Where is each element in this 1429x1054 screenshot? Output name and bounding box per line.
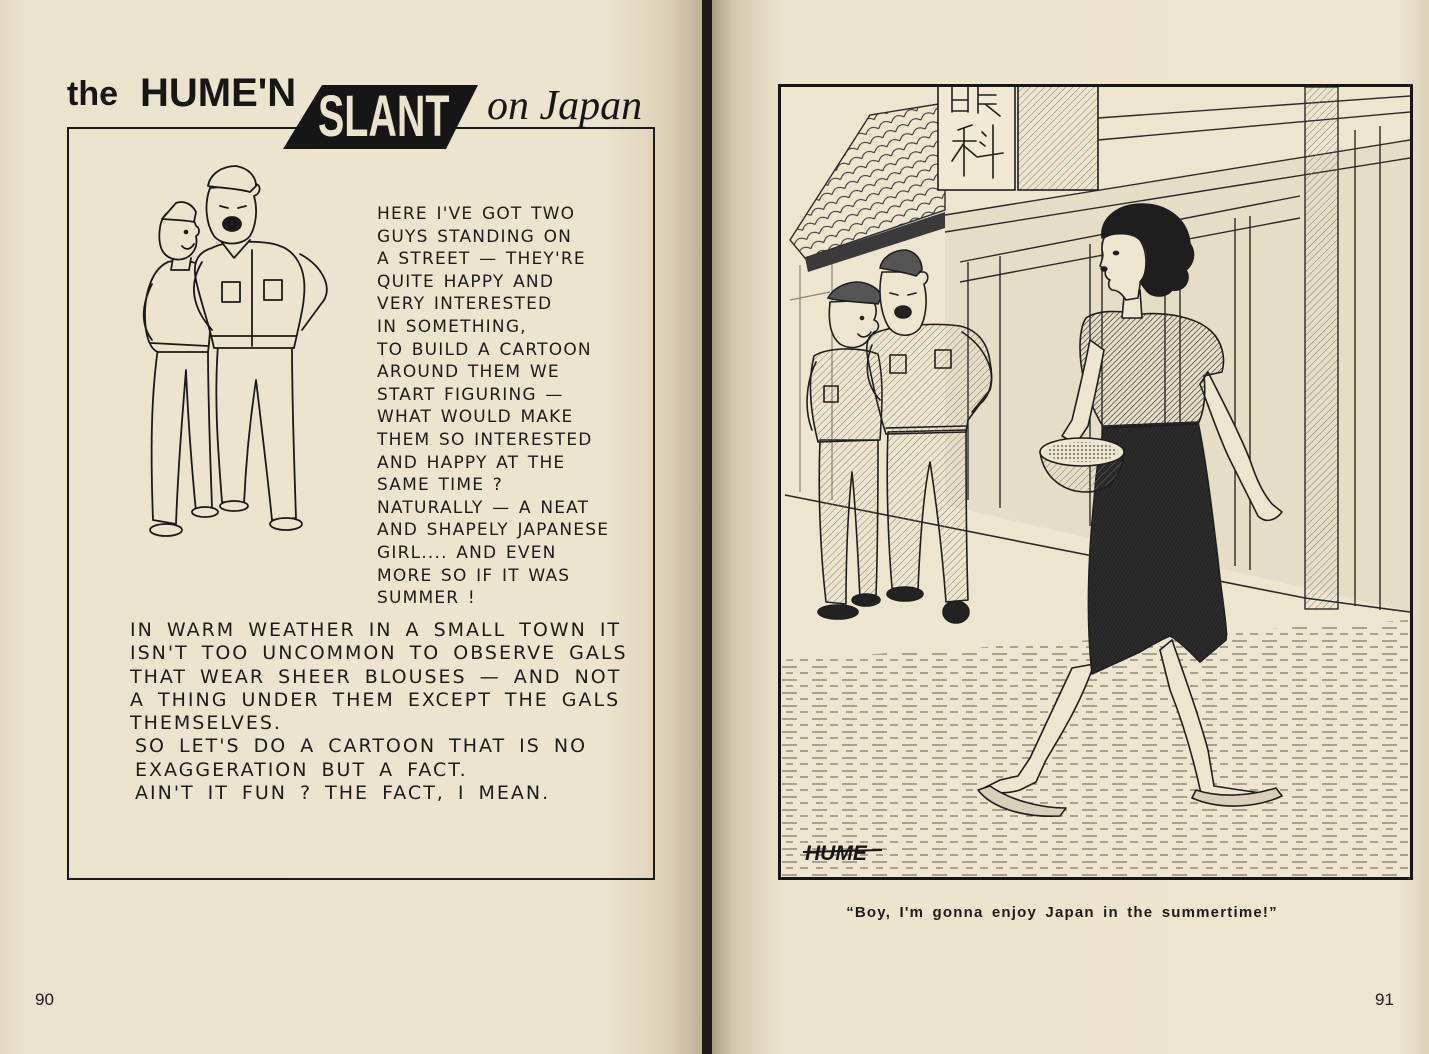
shop-sign-part — [938, 87, 1015, 190]
intro-line: GUYS STANDING ON — [377, 226, 573, 247]
intro-line: AND SHAPELY JAPANESE — [377, 520, 610, 541]
signature-text: HUME — [805, 842, 867, 865]
soldier-left-eye — [185, 231, 188, 234]
two-soldiers-sketch — [125, 158, 340, 543]
intro-line: SUMMER ! — [377, 588, 476, 609]
intro-line: TO BUILD A CARTOON — [377, 339, 592, 360]
soldier-left-shoe — [150, 524, 182, 536]
intro-line: HERE I'VE GOT TWO — [377, 204, 576, 224]
title-suffix: on Japan — [487, 83, 643, 129]
intro-line: IN SOMETHING, — [377, 316, 527, 337]
building-pillar — [1305, 87, 1338, 609]
cartoon-soldier-right-mouth — [895, 306, 911, 318]
cartoon-soldier-right-head — [880, 272, 928, 335]
soldier-right-pocket — [264, 280, 282, 300]
shop-sign-secondary-part — [1018, 87, 1098, 190]
soldier-left-cap — [162, 202, 196, 222]
body-line: THAT WEAR SHEER BLOUSES — AND NOT — [130, 665, 622, 688]
soldier-right-mouth — [223, 217, 241, 231]
page-number-left: 90 — [35, 990, 54, 1009]
soldier-right-jacket — [195, 242, 305, 348]
shop-sign-secondary — [1018, 87, 1098, 190]
intro-line: AND HAPPY AT THE — [377, 452, 566, 473]
shop-sign — [938, 87, 1015, 190]
cartoon-caption: “Boy, I'm gonna enjoy Japan in the summertime!” — [846, 904, 1278, 921]
cartoon-soldier-left-shoe — [818, 605, 858, 619]
cartoon-panel — [778, 84, 1413, 880]
cartoon-soldier-right-shoe — [943, 601, 969, 623]
intro-line: QUITE HAPPY AND — [377, 271, 555, 292]
soldier-right-head — [207, 184, 260, 244]
soldier-left-shoe — [192, 507, 218, 517]
title-name: HUME'N — [140, 71, 297, 115]
title-prefix: the — [67, 75, 118, 113]
soldier-right-shoe — [220, 501, 248, 511]
body-line: SO LET'S DO A CARTOON THAT IS NO — [135, 735, 588, 758]
cartoon-illustration — [781, 87, 1410, 877]
page-number-right: 91 — [1375, 990, 1394, 1009]
soldier-right-shoe — [270, 518, 302, 530]
intro-line: VERY INTERESTED — [377, 294, 553, 315]
woman-eye — [1114, 251, 1119, 254]
intro-line: SAME TIME ? — [377, 475, 503, 496]
soldier-right-trousers — [216, 345, 296, 520]
soldier-left-trousers — [152, 348, 212, 524]
body-line: EXAGGERATION BUT A FACT. — [135, 758, 468, 781]
left-page — [0, 0, 702, 1054]
cartoon-soldier-left-part — [861, 317, 864, 320]
woman-blouse — [1080, 312, 1224, 429]
intro-line: NATURALLY — A NEAT — [377, 497, 590, 518]
body-line: THEMSELVES. — [130, 712, 282, 735]
intro-line: MORE SO IF IT WAS — [377, 565, 571, 586]
intro-line: AROUND THEM WE — [377, 362, 560, 383]
body-line: A THING UNDER THEM EXCEPT THE GALS — [130, 688, 621, 711]
body-text — [130, 619, 628, 805]
cartoon-soldier-right-shoe — [887, 587, 923, 601]
body-line: ISN'T TOO UNCOMMON TO OBSERVE GALS — [130, 642, 628, 665]
intro-line: WHAT WOULD MAKE — [377, 407, 574, 428]
intro-line: THEM SO INTERESTED — [377, 429, 593, 450]
right-page — [712, 0, 1429, 1054]
body-line: AIN'T IT FUN ? THE FACT, I MEAN. — [135, 782, 551, 805]
soldier-right-figure — [194, 166, 327, 530]
woman-lips — [1101, 267, 1107, 271]
woman-bowl-contents — [1046, 442, 1118, 462]
title-slant: SLANT — [318, 84, 450, 149]
soldier-right-pocket — [222, 282, 240, 302]
body-line: IN WARM WEATHER IN A SMALL TOWN IT — [130, 619, 622, 641]
cartoon-soldier-left-shoe — [852, 594, 880, 606]
intro-line: A STREET — THEY'RE — [377, 249, 586, 270]
intro-text — [377, 203, 609, 610]
intro-line: GIRL.... AND EVEN — [377, 542, 557, 563]
intro-line: START FIGURING — — [377, 384, 564, 405]
